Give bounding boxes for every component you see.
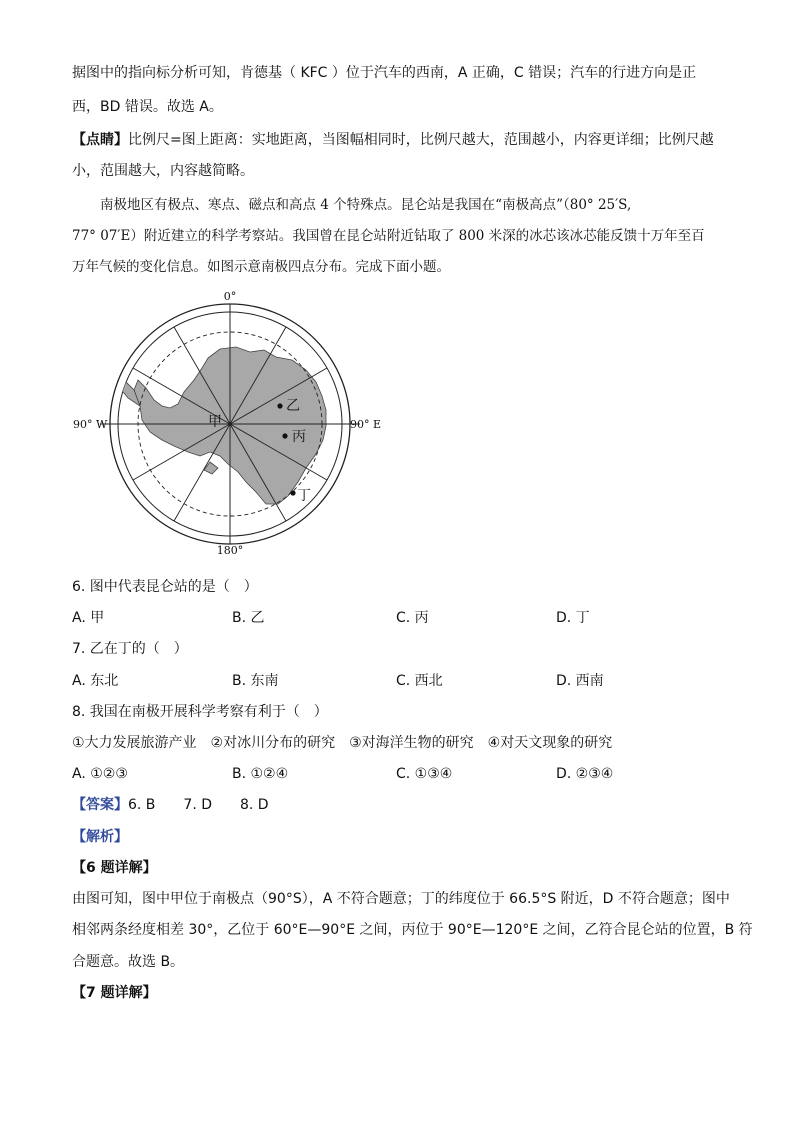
text-line: 据图中的指向标分析可知，肯德基（ KFC ）位于汽车的西南，A 正确，C 错误；汽车的行进方向是正 <box>72 65 697 81</box>
label-0: 0° <box>223 290 237 303</box>
q7-option-a: A. 东北 <box>72 673 119 689</box>
question-6-stem: 6. 图中代表昆仑站的是（ ） <box>72 579 258 595</box>
passage-line: 万年气候的变化信息。如图示意南极四点分布。完成下面小题。 <box>72 259 450 275</box>
q8-option-a: A. ①②③ <box>72 766 128 782</box>
ice-shelf-island <box>204 462 218 474</box>
passage-line: 77° 07′E）附近建立的科学考察站。我国曾在昆仑站附近钻取了 800 米深的冰芯该冰芯能反馈十万年至百 <box>72 228 705 244</box>
answer-line <box>72 796 269 814</box>
q7-option-c: C. 西北 <box>396 673 443 689</box>
point-yi-label: 乙 <box>286 398 300 414</box>
q6-detail-line: 相邻两条经度相差 30°，乙位于 60°E—90°E 之间，丙位于 90°E—120°E 之间，乙符合昆仑站的位置，B 符 <box>72 922 753 938</box>
q6-option-c: C. 丙 <box>396 610 429 626</box>
point-jia-label: 甲 <box>208 414 222 430</box>
antarctica-map <box>70 286 390 561</box>
tip-tag: 【点睛】 <box>72 132 128 148</box>
label-90e: 90° E <box>350 418 382 431</box>
q7-option-b: B. 东南 <box>232 673 279 689</box>
passage-line: 南极地区有极点、寒点、磁点和高点 4 个特殊点。昆仑站是我国在“南极高点”（80° 25′S, <box>100 197 632 213</box>
point-bing <box>282 433 287 438</box>
q8-option-d: D. ②③④ <box>556 766 614 782</box>
point-yi <box>277 403 282 408</box>
q6-option-d: D. 丁 <box>556 610 590 626</box>
answer-tag: 【答案】 <box>72 797 128 813</box>
q6-option-b: B. 乙 <box>232 610 265 626</box>
q7-option-d: D. 西南 <box>556 673 604 689</box>
question-7-stem: 7. 乙在丁的（ ） <box>72 641 188 657</box>
point-ding <box>290 490 295 495</box>
text-line: 小，范围越大，内容越简略。 <box>72 163 254 179</box>
q8-option-b: B. ①②④ <box>232 766 289 782</box>
label-90w: 90° W <box>73 418 108 431</box>
question-8-stem: 8. 我国在南极开展科学考察有利于（ ） <box>72 704 328 720</box>
q6-detail-tag: 【6 题详解】 <box>72 860 157 876</box>
q7-detail-tag: 【7 题详解】 <box>72 985 157 1001</box>
analysis-tag: 【解析】 <box>72 829 128 845</box>
answer-text: 6. B 7. D 8. D <box>128 797 269 813</box>
q6-option-a: A. 甲 <box>72 610 105 626</box>
tip-text: 比例尺=图上距离：实地距离，当图幅相同时，比例尺越大，范围越小，内容更详细；比例尺越 <box>128 132 714 148</box>
q6-detail-line: 由图可知，图中甲位于南极点（90°S），A 不符合题意；丁的纬度位于 66.5°S 附近，D 不符合题意；图中 <box>72 891 730 907</box>
text-line: 西，BD 错误。故选 A。 <box>72 99 223 115</box>
q6-detail-line: 合题意。故选 B。 <box>72 954 185 970</box>
point-bing-label: 丙 <box>292 429 306 445</box>
point-ding-label: 丁 <box>297 488 311 504</box>
label-180: 180° <box>216 544 244 557</box>
question-8-items: ①大力发展旅游产业 ②对冰川分布的研究 ③对海洋生物的研究 ④对天文现象的研究 <box>72 735 613 751</box>
q8-option-c: C. ①③④ <box>396 766 453 782</box>
tip-line <box>72 131 714 149</box>
